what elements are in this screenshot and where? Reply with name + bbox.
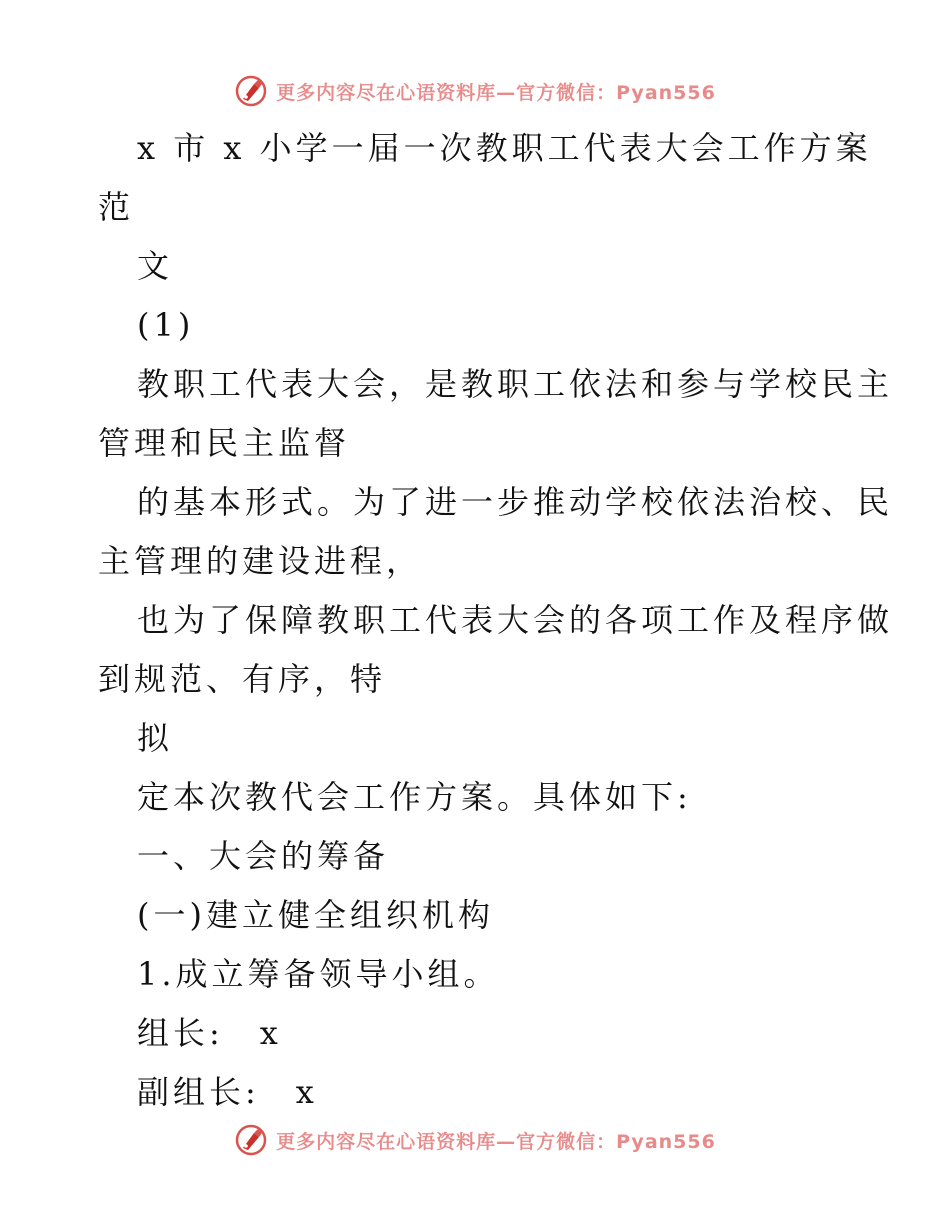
doc-paragraph-line: 管理和民主监督 (98, 424, 351, 462)
doc-title-line-cont: 范 (98, 188, 135, 226)
pen-nib-logo-icon (234, 74, 268, 108)
list-item: 副组长: x (137, 1073, 318, 1111)
doc-title-line: x 市 x 小学一届一次教职工代表大会工作方案 (137, 129, 872, 167)
doc-paragraph-line: 拟 (137, 719, 174, 757)
doc-line: (1) (137, 306, 195, 344)
list-item: 1.成立筹备领导小组。 (137, 955, 500, 993)
header-watermark-banner (0, 71, 950, 111)
doc-paragraph-line: 的基本形式。为了进一步推动学校依法治校、民 (137, 483, 894, 521)
pen-nib-logo-icon (234, 1123, 268, 1157)
doc-paragraph-line: 也为了保障教职工代表大会的各项工作及程序做 (137, 601, 894, 639)
doc-paragraph-line: 到规范、有序，特 (98, 660, 387, 698)
doc-paragraph-line: 定本次教代会工作方案。具体如下: (137, 778, 692, 816)
watermark-text: 更多内容尽在心语资料库—官方微信：Pyan556 (276, 1130, 716, 1153)
subsection-heading: (一)建立健全组织机构 (137, 896, 494, 934)
list-item: 组长: x (137, 1014, 282, 1052)
footer-watermark-banner (0, 1120, 950, 1160)
section-heading: 一、大会的筹备 (137, 837, 390, 875)
watermark-text: 更多内容尽在心语资料库—官方微信：Pyan556 (276, 81, 716, 104)
doc-paragraph-line: 教职工代表大会，是教职工依法和参与学校民主 (137, 365, 894, 403)
doc-paragraph-line: 主管理的建设进程， (98, 542, 423, 580)
doc-line: 文 (137, 247, 174, 285)
